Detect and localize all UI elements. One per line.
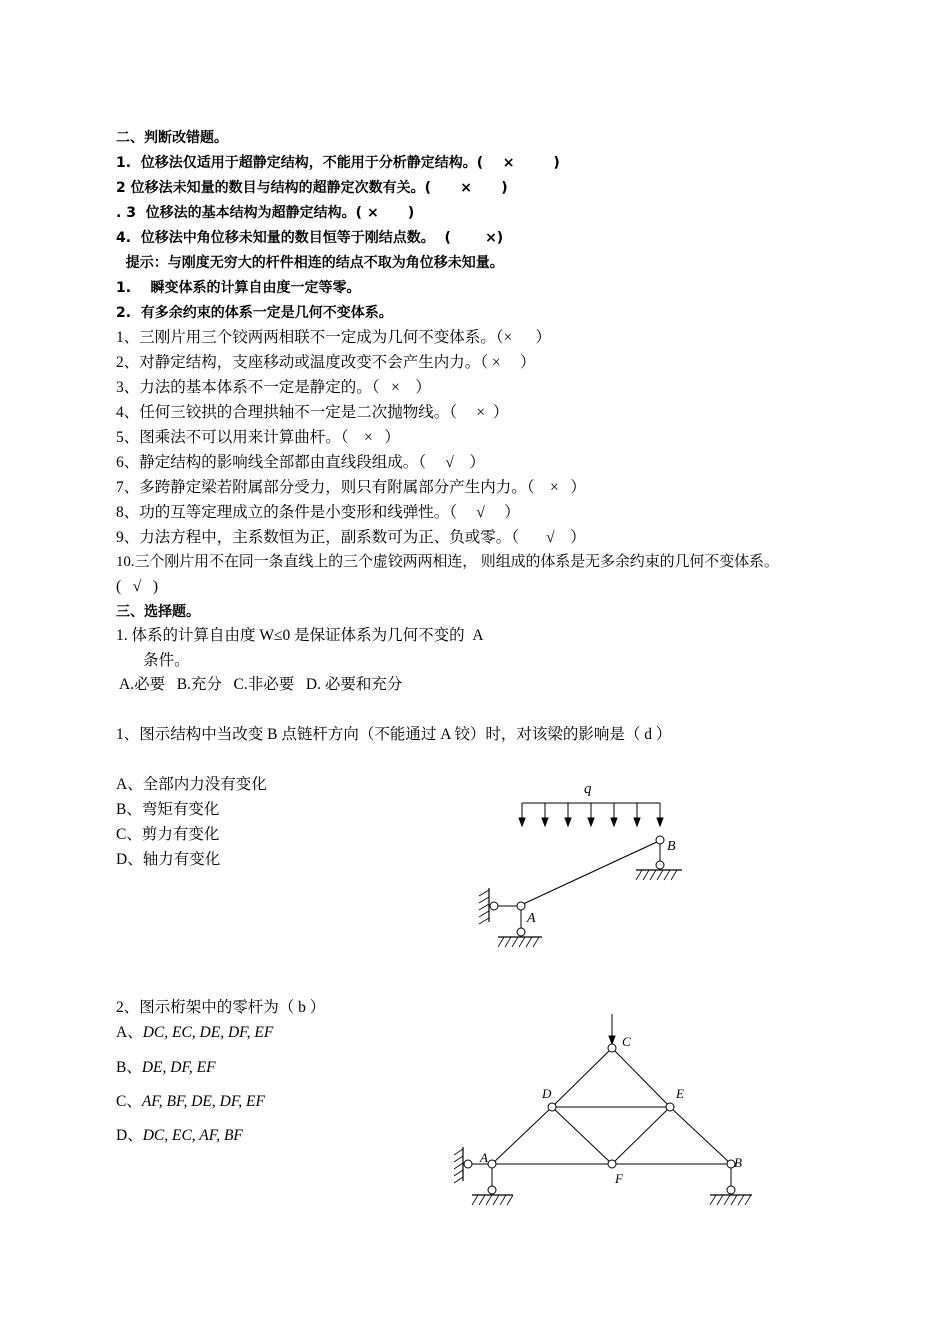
option-a: A、DC, EC, DE, DF, EF — [116, 1024, 274, 1041]
node-c-label: C — [622, 1034, 631, 1049]
judge-item: 4、任何三铰拱的合理拱轴不一定是二次抛物线。（ × ） — [116, 404, 509, 421]
option-b: B、弯矩有变化 — [116, 801, 220, 818]
node-f-label: F — [615, 1171, 623, 1186]
option-c: C、剪力有变化 — [116, 826, 220, 843]
judge-item: 2 位移法未知量的数目与结构的超静定次数有关。( × ) — [116, 180, 508, 196]
option-c: C、AF, BF, DE, DF, EF — [116, 1093, 265, 1110]
question-stem: 1、图示结构中当改变 B 点链杆方向（不能通过 A 铰）时，对该梁的影响是（ d ） — [116, 726, 672, 743]
node-b-label: B — [734, 1155, 742, 1170]
load-label: q — [584, 781, 592, 797]
judge-item: 1. 位移法仅适用于超静定结构，不能用于分析静定结构。( × ) — [116, 155, 560, 171]
choice-section-title: 三、选择题。 — [116, 604, 200, 620]
judge-item: 5、图乘法不可以用来计算曲杆。（ × ） — [116, 429, 400, 446]
judge-item: 6、静定结构的影响线全部都由直线段组成。（ √ ） — [116, 454, 485, 471]
question-stem-continued: 条件。 — [116, 652, 190, 669]
node-b-label: B — [667, 839, 676, 854]
judge-hint: 提示：与刚度无穷大的杆件相连的结点不取为角位移未知量。 — [116, 255, 504, 271]
option-a: A、全部内力没有变化 — [116, 776, 267, 793]
question-stem: 1. 体系的计算自由度 W≤0 是保证体系为几何不变的 A — [116, 627, 484, 644]
judge-item: 10.三个刚片用不在同一条直线上的三个虚铰两两相连， 则组成的体系是无多余约束的几何不变体系。 — [116, 554, 779, 570]
question-options: A.必要 B.充分 C.非必要 D. 必要和充分 — [116, 676, 403, 693]
judge-item: 1. 瞬变体系的计算自由度一定等零。 — [116, 280, 361, 296]
judge-answer: ( √ ) — [116, 578, 159, 595]
option-b: B、DE, DF, EF — [116, 1059, 216, 1076]
judge-item: 2. 有多余约束的体系一定是几何不变体系。 — [116, 305, 393, 321]
judge-item: 8、功的互等定理成立的条件是小变形和线弹性。（ √ ） — [116, 504, 520, 521]
judge-item: 2、对静定结构，支座移动或温度改变不会产生内力。（ × ） — [116, 354, 536, 371]
judge-item: 3、力法的基本体系不一定是静定的。（ × ） — [116, 379, 431, 396]
node-a-label: A — [480, 1150, 488, 1165]
node-e-label: E — [676, 1086, 684, 1101]
judge-section-title: 二、判断改错题。 — [116, 130, 228, 146]
beam-figure — [470, 770, 700, 950]
option-d: D、轴力有变化 — [116, 851, 221, 868]
judge-item: 9、力法方程中，主系数恒为正，副系数可为正、负或零。（ √ ） — [116, 529, 586, 546]
option-d: D、DC, EC, AF, BF — [116, 1127, 243, 1144]
node-d-label: D — [542, 1086, 552, 1101]
node-a-label: A — [527, 911, 536, 926]
judge-item: 1、三刚片用三个铰两两相联不一定成为几何不变体系。（× ） — [116, 329, 551, 346]
judge-item: . 3 位移法的基本结构为超静定结构。( × ) — [116, 205, 415, 221]
truss-figure — [450, 1010, 760, 1210]
judge-item: 4. 位移法中角位移未知量的数目恒等于刚结点数。 ( ×) — [116, 230, 504, 246]
judge-item: 7、多跨静定梁若附属部分受力，则只有附属部分产生内力。（ × ） — [116, 479, 586, 496]
question-stem: 2、图示桁架中的零杆为（ b ） — [116, 999, 326, 1016]
